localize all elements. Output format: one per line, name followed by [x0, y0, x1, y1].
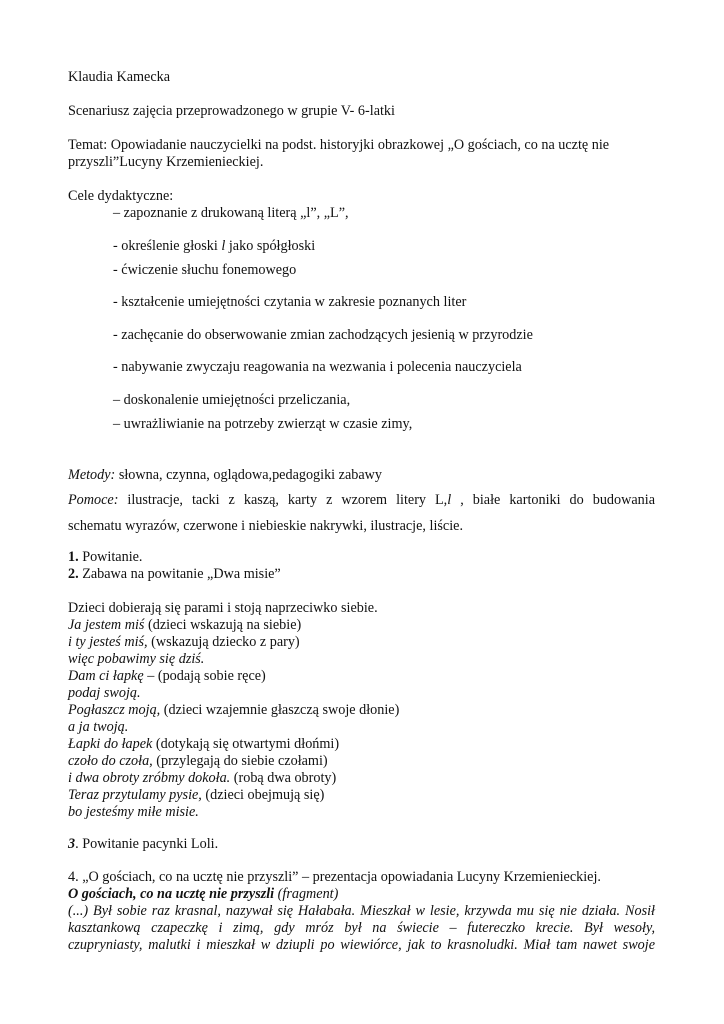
goal-item: - ćwiczenie słuchu fonemowego	[113, 262, 297, 278]
goal-item: – zapoznanie z drukowaną literą „l”, „L”,	[113, 205, 349, 221]
game-line: Pogłaszcz moją, (dzieci wzajemnie głaszczą swoje dłonie)	[68, 702, 400, 718]
goal-item: – uwrażliwianie na potrzeby zwierząt w czasie zimy,	[113, 416, 413, 432]
game-line: Teraz przytulamy pysie, (dzieci obejmują się)	[68, 787, 325, 803]
author-name: Klaudia Kamecka	[68, 69, 171, 85]
story-intro: 4. „O gościach, co na ucztę nie przyszli” – prezentacja opowiadania Lucyny Krzemienieckiej.	[68, 869, 601, 885]
game-intro: Dzieci dobierają się parami i stoją naprzeciwko siebie.	[68, 600, 378, 616]
story-line: czupryniasty, malutki i mieszkał w dziupli po wiewiórce, jak to krasnoludki. Miał tam nawet swoje	[68, 937, 655, 953]
story-line: (...) Był sobie raz krasnal, nazywał się Hałabała. Mieszkał w lesie, krzywda mu się nie działa. Nosił	[68, 903, 655, 919]
aids-line-1: Pomoce: ilustracje, tacki z kaszą, karty z wzorem litery L,l , białe kartoniki do budowania	[68, 492, 655, 508]
goal-item: - określenie głoski l jako spółgłoski	[113, 238, 316, 254]
game-line: Ja jestem miś (dzieci wskazują na siebie)	[68, 617, 302, 633]
game-line: i ty jesteś miś, (wskazują dziecko z pary)	[68, 634, 300, 650]
step-2: 2. Zabawa na powitanie „Dwa misie”	[68, 566, 281, 582]
aids-line-2: schematu wyrazów, czerwone i niebieskie nakrywki, ilustracje, liście.	[68, 518, 463, 534]
game-line: i dwa obroty zróbmy dokoła. (robą dwa obroty)	[68, 770, 337, 786]
game-line: podaj swoją.	[68, 685, 141, 701]
game-line: bo jesteśmy miłe misie.	[68, 804, 199, 820]
step-1: 1. Powitanie.	[68, 549, 143, 565]
story-title: O gościach, co na ucztę nie przyszli (fragment)	[68, 886, 339, 902]
goal-item: - kształcenie umiejętności czytania w zakresie poznanych liter	[113, 294, 467, 310]
game-line: Łapki do łapek (dotykają się otwartymi dłońmi)	[68, 736, 340, 752]
goal-item: - nabywanie zwyczaju reagowania na wezwania i polecenia nauczyciela	[113, 359, 522, 375]
game-line: więc pobawimy się dziś.	[68, 651, 205, 667]
game-line: Dam ci łapkę – (podają sobie ręce)	[68, 668, 266, 684]
story-line: kasztankową czapeczkę i zimą, gdy mróz był na świecie – futereczko krecie. Był wesoły,	[68, 920, 655, 936]
goal-item: - zachęcanie do obserwowanie zmian zachodzących jesienią w przyrodzie	[113, 327, 533, 343]
topic-line-1: Temat: Opowiadanie nauczycielki na podst. historyjki obrazkowej „O gościach, co na ucztę nie	[68, 137, 610, 153]
game-line: czoło do czoła, (przylegają do siebie czołami)	[68, 753, 328, 769]
scenario-title: Scenariusz zajęcia przeprowadzonego w grupie V- 6-latki	[68, 103, 395, 119]
game-line: a ja twoją.	[68, 719, 129, 735]
goal-item: – doskonalenie umiejętności przeliczania,	[113, 392, 351, 408]
methods-line: Metody: słowna, czynna, oglądowa,pedagogiki zabawy	[68, 467, 382, 483]
goals-heading: Cele dydaktyczne:	[68, 188, 174, 204]
step-3: 3. Powitanie pacynki Loli.	[68, 836, 219, 852]
topic-line-2: przyszli”Lucyny Krzemienieckiej.	[68, 154, 264, 170]
